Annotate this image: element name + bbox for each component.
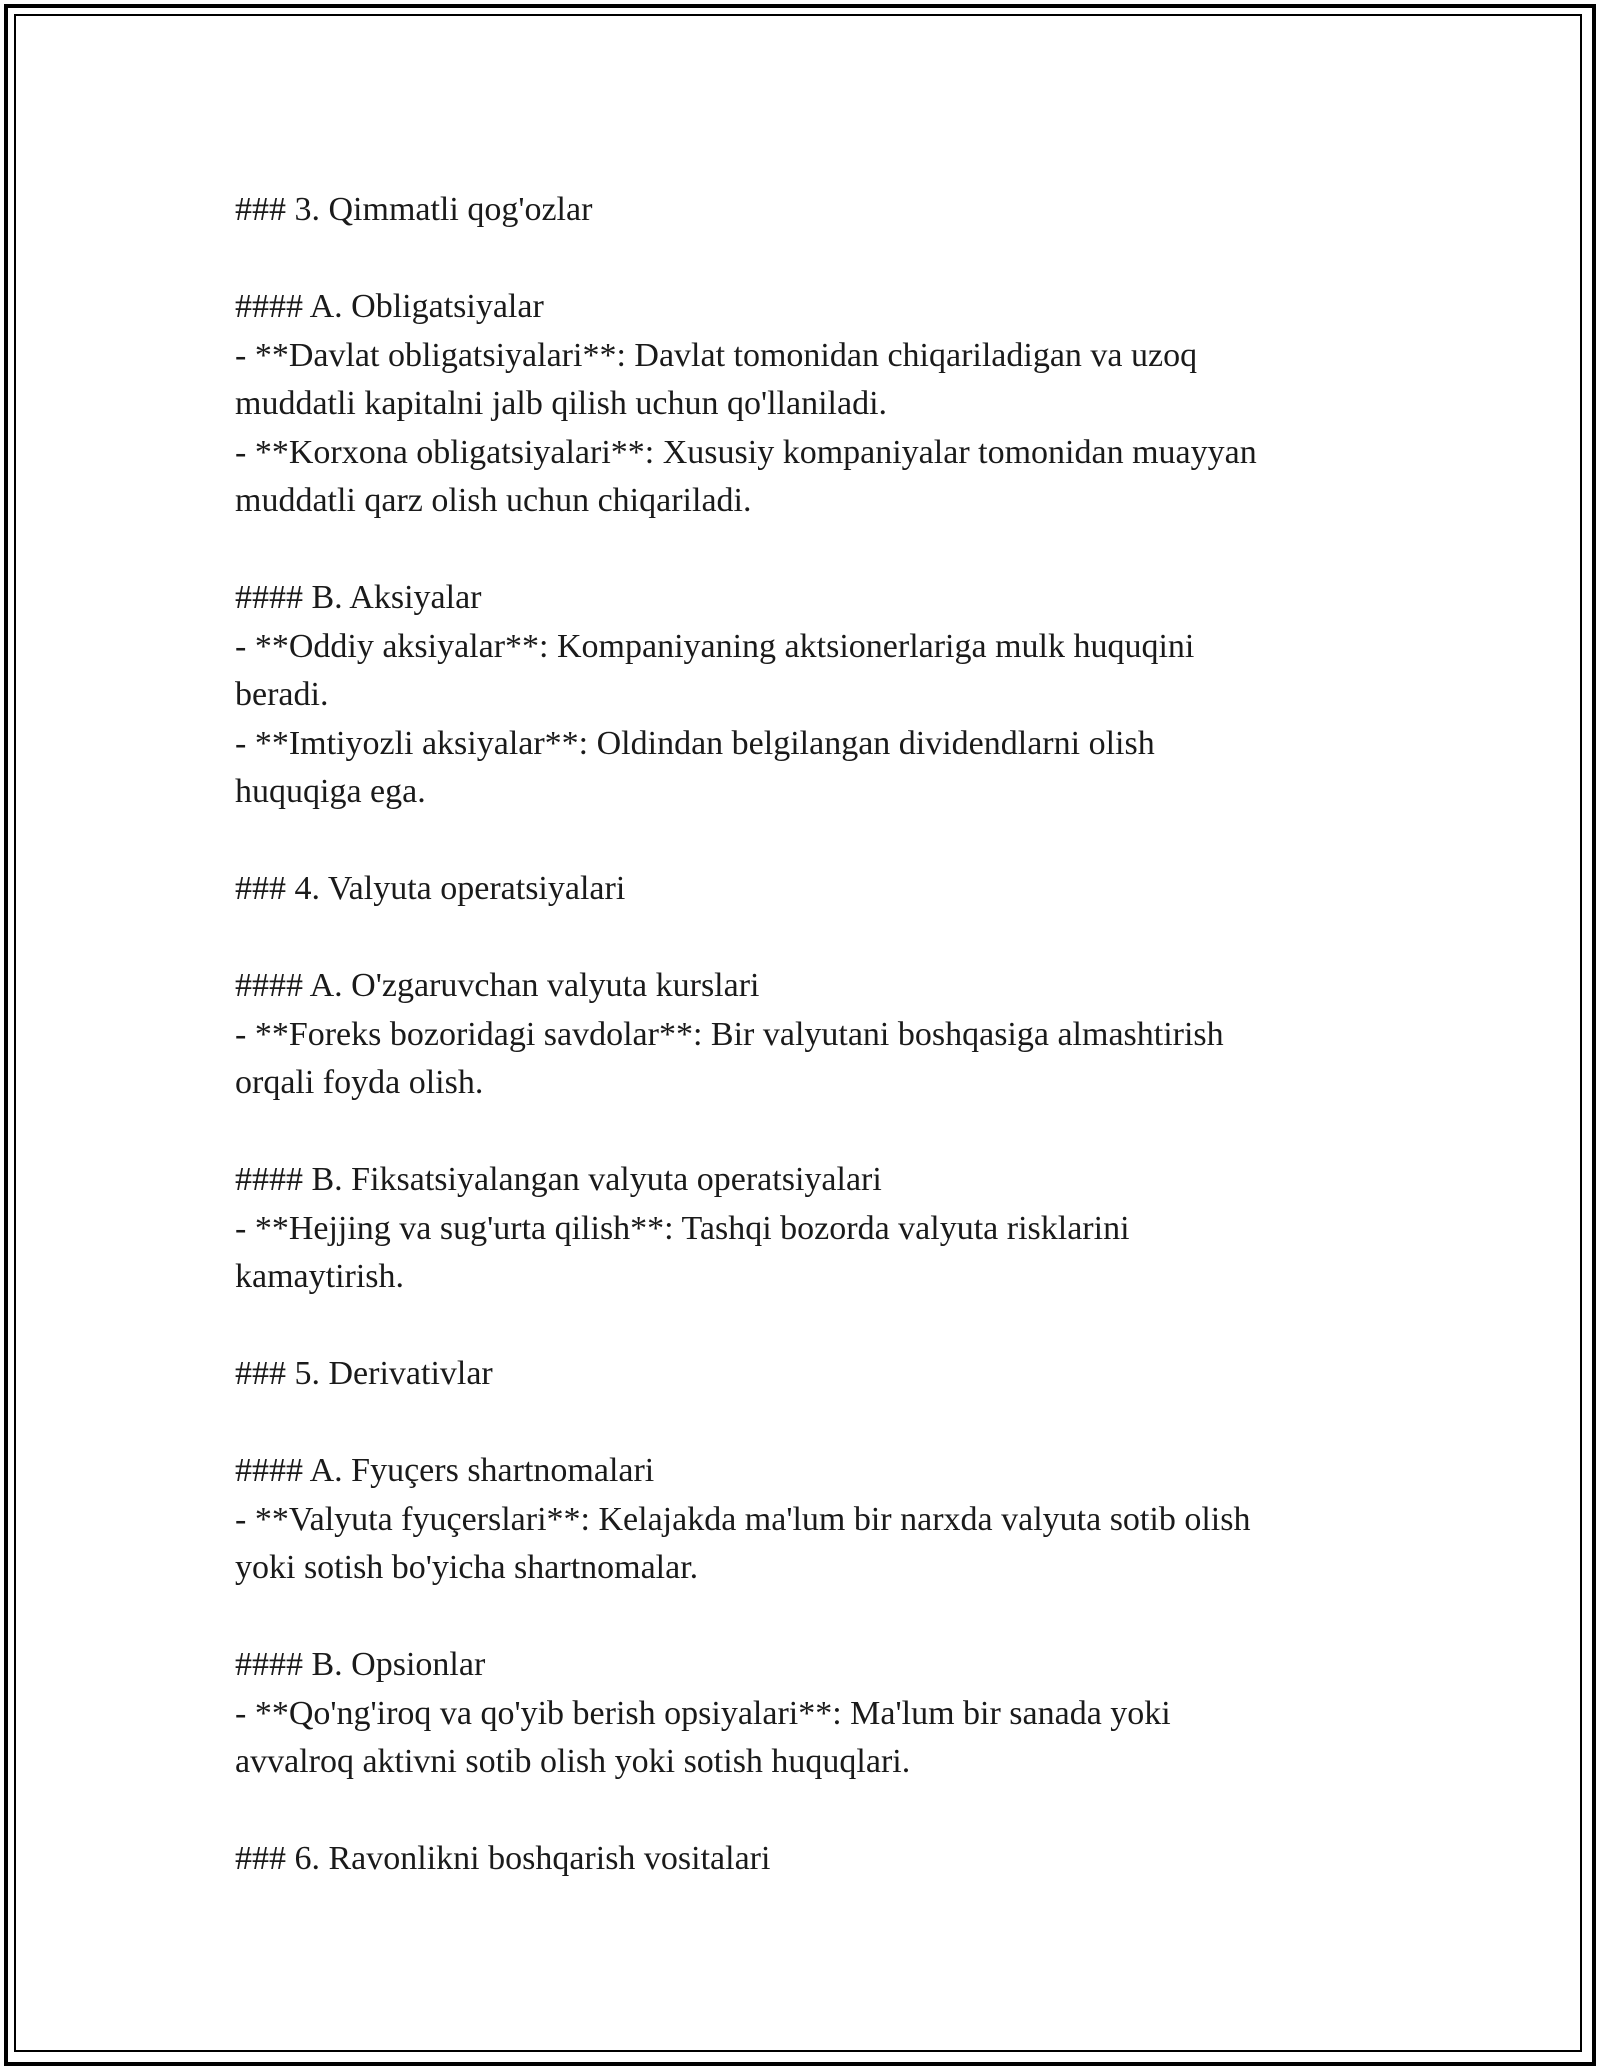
text-line: - **Oddiy aksiyalar**: Kompaniyaning aktsionerlariga mulk huquqini	[235, 627, 1195, 665]
text-line: avvalroq aktivni sotib olish yoki sotish huquqlari.	[235, 1743, 911, 1780]
text-line: huquqiga ega.	[235, 773, 426, 810]
text-line: yoki sotish bo'yicha shartnomalar.	[235, 1549, 699, 1586]
heading-section-6: ### 6. Ravonlikni boshqarish vositalari	[235, 1840, 771, 1877]
heading-section-5: ### 5. Derivativlar	[235, 1355, 493, 1392]
text-line: - **Korxona obligatsiyalari**: Xususiy kompaniyalar tomonidan muayyan	[235, 433, 1257, 471]
subheading-obligatsiyalar: #### A. Obligatsiyalar	[235, 288, 544, 325]
subheading-fyucers: #### A. Fyuçers shartnomalari	[235, 1452, 655, 1489]
blank-line	[235, 526, 1355, 575]
blank-line	[235, 1593, 1355, 1642]
text-line: - **Hejjing va sug'urta qilish**: Tashqi bozorda valyuta risklarini	[235, 1209, 1130, 1247]
subheading-aksiyalar: #### B. Aksiyalar	[235, 579, 482, 616]
text-line: beradi.	[235, 676, 329, 713]
text-line: - **Foreks bozoridagi savdolar**: Bir valyutani boshqasiga almashtirish	[235, 1015, 1224, 1053]
document-body	[235, 186, 1355, 1884]
heading-section-4: ### 4. Valyuta operatsiyalari	[235, 870, 626, 907]
text-line: orqali foyda olish.	[235, 1064, 484, 1101]
blank-line	[235, 235, 1355, 284]
blank-line	[235, 1787, 1355, 1836]
blank-line	[235, 1108, 1355, 1157]
blank-line	[235, 817, 1355, 866]
subheading-fiksatsiyalangan: #### B. Fiksatsiyalangan valyuta operatsiyalari	[235, 1161, 882, 1198]
subheading-opsionlar: #### B. Opsionlar	[235, 1646, 486, 1683]
text-line: muddatli qarz olish uchun chiqariladi.	[235, 482, 752, 519]
text-line: - **Qo'ng'iroq va qo'yib berish opsiyalari**: Ma'lum bir sanada yoki	[235, 1694, 1171, 1732]
blank-line	[235, 1399, 1355, 1448]
blank-line	[235, 914, 1355, 963]
text-line: muddatli kapitalni jalb qilish uchun qo'llaniladi.	[235, 385, 888, 422]
blank-line	[235, 1302, 1355, 1351]
text-line: - **Davlat obligatsiyalari**: Davlat tomonidan chiqariladigan va uzoq	[235, 336, 1198, 374]
text-line: - **Valyuta fyuçerslari**: Kelajakda ma'lum bir narxda valyuta sotib olish	[235, 1500, 1251, 1538]
text-line: kamaytirish.	[235, 1258, 405, 1295]
heading-section-3: ### 3. Qimmatli qog'ozlar	[235, 191, 593, 228]
subheading-ozgaruvchan: #### A. O'zgaruvchan valyuta kurslari	[235, 967, 760, 1004]
text-line: - **Imtiyozli aksiyalar**: Oldindan belgilangan dividendlarni olish	[235, 724, 1155, 762]
